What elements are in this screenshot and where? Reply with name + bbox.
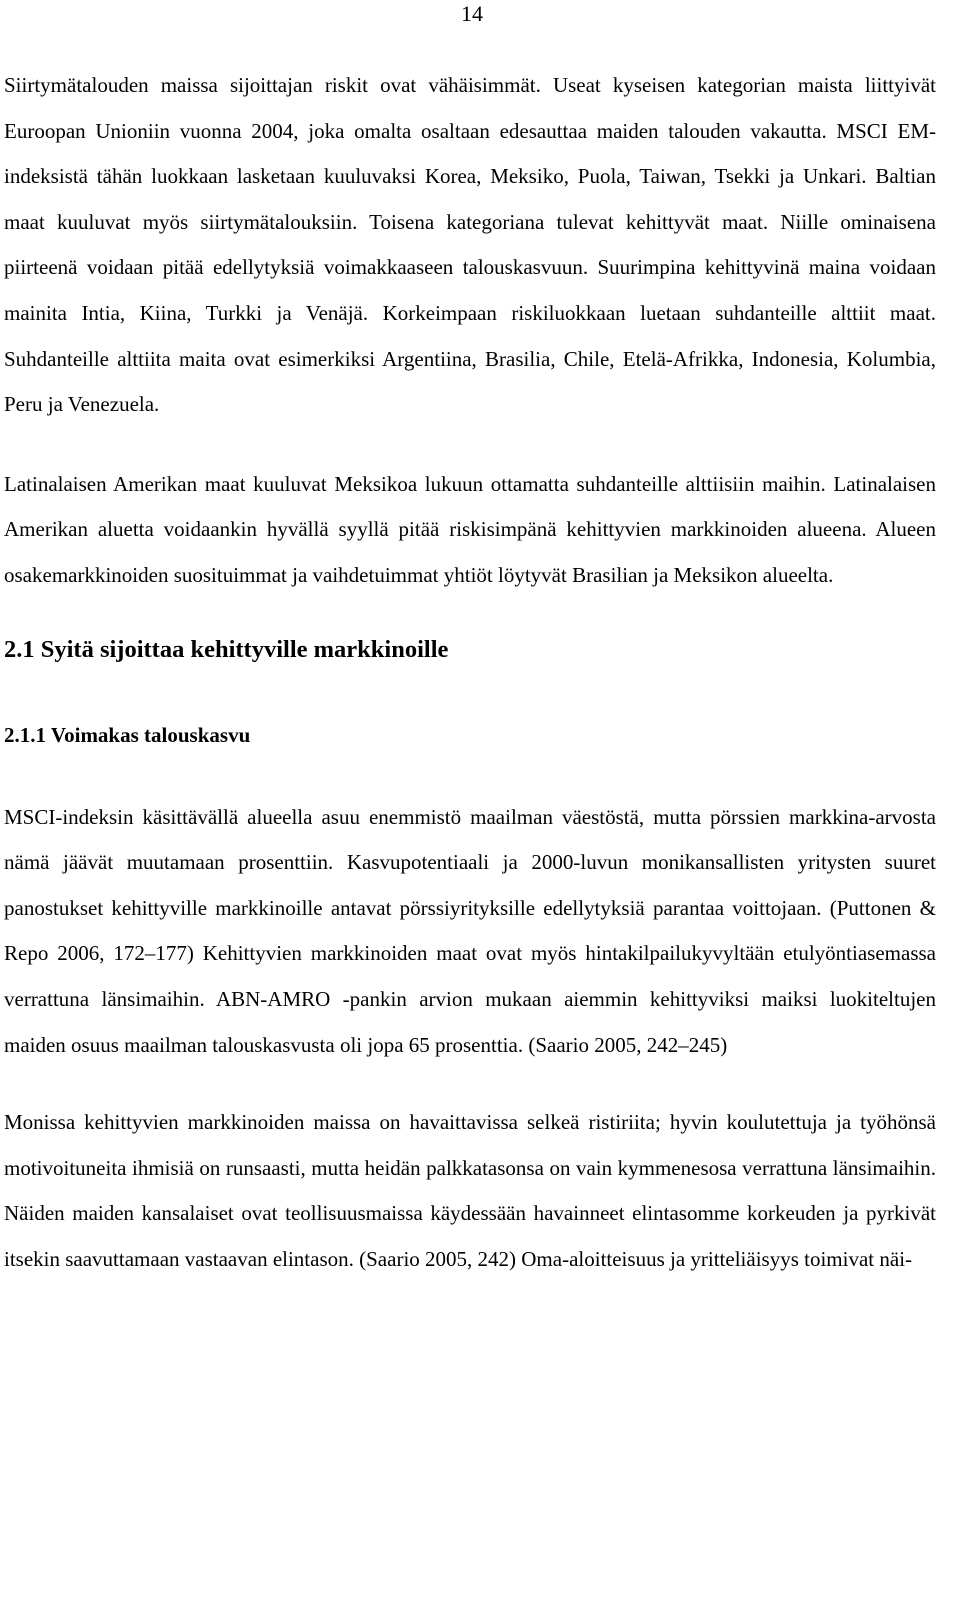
page-number: 14 — [461, 1, 483, 26]
paragraph-msci-growth: MSCI-indeksin käsittävällä alueella asuu enemmistö maailman väestöstä, mutta pörssien markkina-arvosta nämä jäävät muutamaan prosenttiin. Kasvupotentiaali ja 2000-luvun monikansallisten yritysten suuret panostukset kehittyville markkinoille antavat pörssiyrityksille edellytyksiä parantaa voittojaan. (Puttonen & Repo 2006, 172–177) Kehittyvien markkinoiden maat ovat myös hintakilpailukyvyltään etulyöntiasemassa verrattuna länsimaihin. ABN-AMRO -pankin arvion mukaan aiemmin kehittyviksi maiksi luokiteltujen maiden osuus maailman talouskasvusta oli jopa 65 prosenttia. (Saario 2005, 242–245) — [4, 804, 936, 1057]
paragraph-spacer — [4, 672, 936, 713]
paragraph-spacer — [4, 1068, 936, 1100]
paragraph-transition-economies: Siirtymätalouden maissa sijoittajan riskit ovat vähäisimmät. Useat kyseisen kategorian maista liittyivät Euroopan Unioniin vuonna 2004, joka omalta osaltaan edesauttaa maiden talouden vakautta. MSCI EM-indeksistä tähän luokkaan lasketaan kuuluvaksi Korea, Meksiko, Puola, Taiwan, Tsekki ja Unkari. Baltian maat kuuluvat myös siirtymätalouksiin. Toisena kategoriana tulevat kehittyvät maat. Niille ominaisena piirteenä voidaan pitää edellytyksiä voimakkaaseen talouskasvuun. Suurimpina kehittyvinä maina voidaan mainita Intia, Kiina, Turkki ja Venäjä. Korkeimpaan riskiluokkaan luetaan suhdanteille alttiit maat. Suhdanteille alttiita maita ovat esimerkiksi Argentiina, Brasilia, Chile, Etelä-Afrikka, Indonesia, Kolumbia, Peru ja Venezuela. — [4, 73, 936, 417]
paragraph-spacer — [4, 757, 936, 795]
section-heading: 2.1 Syitä sijoittaa kehittyville markkinoille — [4, 635, 449, 663]
document-body — [4, 63, 936, 1282]
paragraph-spacer — [4, 599, 936, 628]
paragraph-latin-america: Latinalaisen Amerikan maat kuuluvat Meksikoa lukuun ottamatta suhdanteille alttiisiin maihin. Latinalaisen Amerikan aluetta voidaankin hyvällä syyllä pitää riskisimpänä kehittyvien markkinoiden alueena. Alueen osakemarkkinoiden suosituimmat ja vaihdetuimmat yhtiöt löytyvät Brasilian ja Meksikon alueelta. — [4, 471, 936, 587]
paragraph-contradiction: Monissa kehittyvien markkinoiden maissa on havaittavissa selkeä ristiriita; hyvin koulutettuja ja työhönsä motivoituneita ihmisiä on runsaasti, mutta heidän palkkatasonsa on vain kymmenesosa verrattuna länsimaihin. Näiden maiden kansalaiset ovat teollisuusmaissa käydessään havainneet elintasomme korkeuden ja pyrkivät itsekin saavuttamaan vastaavan elintason. (Saario 2005, 242) Oma-aloitteisuus ja yritteliäisyys toimivat näi- — [4, 1110, 936, 1271]
subsection-heading: 2.1.1 Voimakas talouskasvu — [4, 722, 251, 747]
paragraph-spacer — [4, 428, 936, 462]
